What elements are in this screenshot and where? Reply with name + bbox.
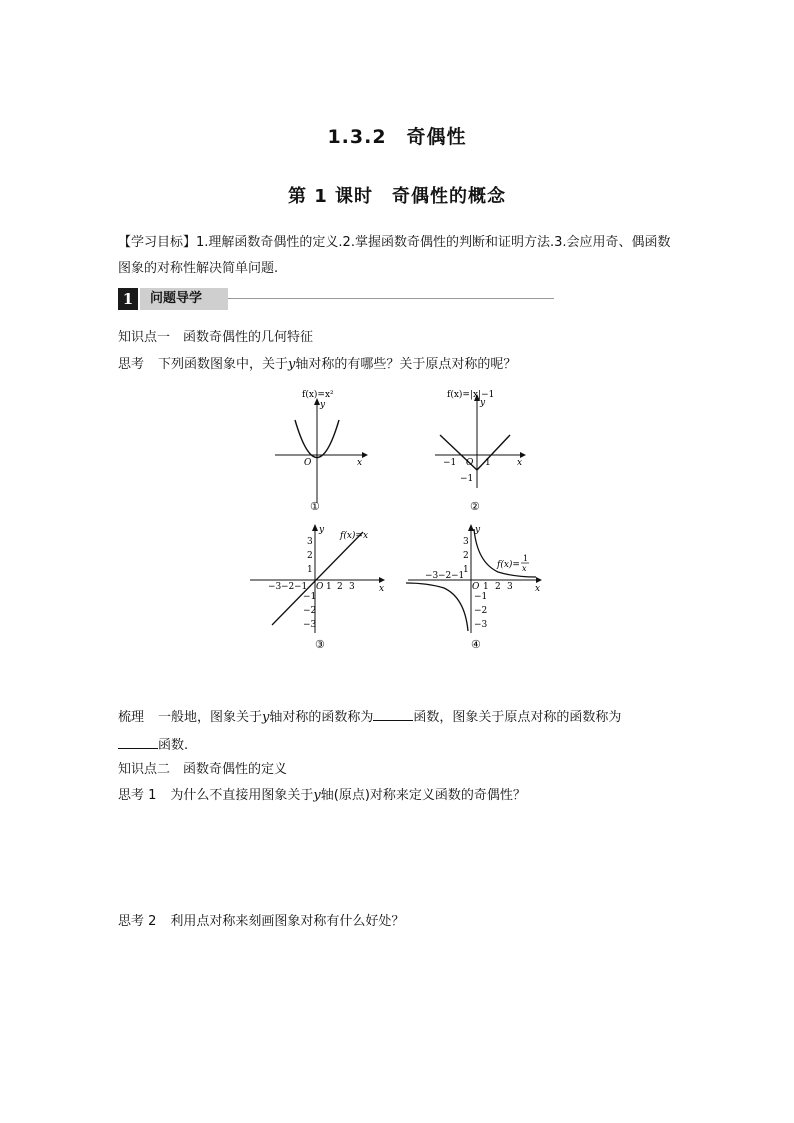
tick-x-2: 2 <box>337 582 343 592</box>
objective-label: 【学习目标】 <box>118 235 197 250</box>
think-label: 思考 <box>118 357 145 372</box>
graph-1-label: f(x)=x² <box>302 390 334 400</box>
graph-1-caption: ① <box>310 500 320 513</box>
tick-x-neg-1: −1 <box>294 582 308 592</box>
graph-reciprocal <box>403 520 548 652</box>
think-question-1: 思考 下列函数图象中，关于y轴对称的有哪些？关于原点对称的呢？ <box>118 357 517 372</box>
origin-label: O <box>466 458 474 468</box>
tick-x-neg-2: −2 <box>281 582 295 592</box>
tick-x-1: 1 <box>326 582 332 592</box>
hyperbola-branch-negative <box>406 583 468 631</box>
x-axis-label: x <box>535 584 541 594</box>
y-axis-arrow <box>468 524 474 531</box>
tick-y-neg-1: −1 <box>474 592 488 602</box>
x-axis-arrow <box>379 577 385 583</box>
objective-text: 1.理解函数奇偶性的定义.2.掌握函数奇偶性的判断和证明方法.3.会应用奇、偶函数图象的对称性解决简单问题. <box>118 235 671 276</box>
tick-y-2: 2 <box>463 551 469 561</box>
knowledge-point-2-heading: 知识点二 函数奇偶性的定义 <box>118 762 288 777</box>
x-axis-label: x <box>357 458 363 468</box>
tick-y-1: 1 <box>307 565 313 575</box>
tick-y-neg-3: −3 <box>303 620 317 630</box>
section-number-badge: 1 <box>118 288 138 310</box>
section-title: 问题导学 <box>150 291 203 306</box>
tick-x-neg-2: −2 <box>438 571 452 581</box>
tick-y-neg-3: −3 <box>474 620 488 630</box>
tick-y-3: 3 <box>463 537 469 547</box>
graph-abs <box>430 385 530 515</box>
tick-y-1: 1 <box>463 565 469 575</box>
graph-3-caption: ③ <box>315 638 325 651</box>
origin-label: O <box>304 458 312 468</box>
linear-line <box>272 532 363 625</box>
y-axis-label: y <box>320 400 326 410</box>
x-axis-label: x <box>517 458 523 468</box>
graph-parabola <box>270 385 370 515</box>
graph-linear <box>245 520 390 652</box>
tick-x-neg-3: −3 <box>425 571 439 581</box>
lesson-subtitle: 第 1 课时 奇偶性的概念 <box>287 186 507 207</box>
graph-4-frac-num: 1 <box>523 554 529 563</box>
answer-blank-1[interactable] <box>373 706 413 721</box>
graph-2-caption: ② <box>470 500 480 513</box>
tick-neg-1: −1 <box>443 458 457 468</box>
knowledge-point-1-heading: 知识点一 函数奇偶性的几何特征 <box>118 330 314 345</box>
tick-y-neg-2: −2 <box>303 606 317 616</box>
learning-objective <box>118 230 683 282</box>
tick-x-1: 1 <box>483 582 489 592</box>
tick-y-3: 3 <box>307 537 313 547</box>
tick-x-3: 3 <box>507 582 513 592</box>
y-axis-label: y <box>319 525 325 535</box>
y-axis-label: y <box>475 525 481 535</box>
summary-paragraph: 梳理 一般地，图象关于y轴对称的函数称为 函数，图象关于原点对称的函数称为 函数. <box>118 704 683 760</box>
tick-x-neg-3: −3 <box>268 582 282 592</box>
answer-blank-2[interactable] <box>118 734 158 749</box>
origin-label: O <box>472 582 480 592</box>
tick-pos-1: 1 <box>485 458 491 468</box>
think-question-2-2: 思考 2 利用点对称来刻画图象对称有什么好处？ <box>118 914 405 929</box>
tick-x-3: 3 <box>349 582 355 592</box>
origin-label: O <box>316 582 324 592</box>
graph-2-label: f(x)=|x|−1 <box>447 390 495 400</box>
tick-y-neg-2: −2 <box>474 606 488 616</box>
graph-4-frac-den: x <box>522 564 527 573</box>
tick-x-neg-1: −1 <box>451 571 465 581</box>
tick-x-2: 2 <box>495 582 501 592</box>
y-intercept-label: −1 <box>460 474 474 484</box>
graph-4-caption: ④ <box>471 638 481 651</box>
x-axis-arrow <box>362 452 368 458</box>
y-axis-label: y <box>480 398 486 408</box>
section-divider <box>228 298 554 299</box>
think-question-2-1: 思考 1 为什么不直接用图象关于y轴(原点)对称来定义函数的奇偶性？ <box>118 788 526 803</box>
tick-y-2: 2 <box>307 551 313 561</box>
x-axis-arrow <box>536 577 542 583</box>
graph-4-label: f(x)= <box>497 560 520 570</box>
summary-label: 梳理 <box>118 710 145 725</box>
graph-3-label: f(x)=x <box>340 531 369 541</box>
page-title: 1.3.2 奇偶性 <box>327 126 467 148</box>
x-axis-label: x <box>379 584 385 594</box>
tick-y-neg-1: −1 <box>303 592 317 602</box>
y-axis-arrow <box>312 524 318 531</box>
